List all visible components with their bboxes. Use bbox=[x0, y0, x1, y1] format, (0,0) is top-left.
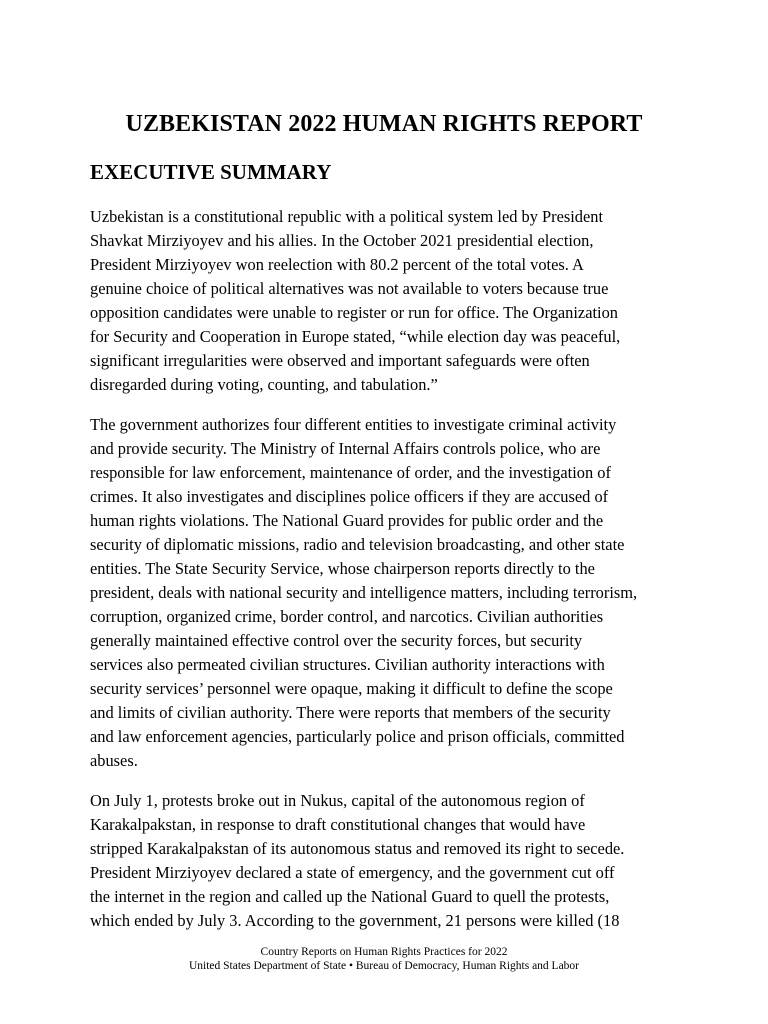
footer-line: Country Reports on Human Rights Practices for 2022 bbox=[260, 946, 508, 958]
text-line: the internet in the region and called up the National Guard to quell the protests, bbox=[90, 887, 610, 906]
text-line: human rights violations. The National Guard provides for public order and the bbox=[90, 511, 604, 530]
text-line: and law enforcement agencies, particularly police and prison officials, committed bbox=[90, 727, 625, 746]
text-line: security of diplomatic missions, radio and television broadcasting, and other state bbox=[90, 535, 625, 554]
section-heading: EXECUTIVE SUMMARY bbox=[90, 160, 332, 184]
report-title: UZBEKISTAN 2022 HUMAN RIGHTS REPORT bbox=[125, 111, 643, 137]
text-line: President Mirziyoyev declared a state of emergency, and the government cut off bbox=[90, 863, 615, 882]
text-line: opposition candidates were unable to register or run for office. The Organization bbox=[90, 303, 618, 322]
text-line: stripped Karakalpakstan of its autonomous status and removed its right to secede. bbox=[90, 839, 625, 858]
text-line: entities. The State Security Service, whose chairperson reports directly to the bbox=[90, 559, 595, 578]
text-line: and limits of civilian authority. There were reports that members of the security bbox=[90, 703, 611, 722]
text-line: for Security and Cooperation in Europe stated, “while election day was peaceful, bbox=[90, 327, 621, 346]
text-line: generally maintained effective control over the security forces, but security bbox=[90, 631, 583, 650]
text-line: President Mirziyoyev won reelection with 80.2 percent of the total votes. A bbox=[90, 255, 584, 274]
paragraph bbox=[90, 789, 690, 933]
text-line: services also permeated civilian structures. Civilian authority interactions with bbox=[90, 655, 605, 674]
body-text bbox=[90, 205, 690, 949]
text-line: and provide security. The Ministry of Internal Affairs controls police, who are bbox=[90, 439, 601, 458]
text-line: Karakalpakstan, in response to draft constitutional changes that would have bbox=[90, 815, 586, 834]
text-line: The government authorizes four different entities to investigate criminal activity bbox=[90, 415, 617, 434]
page-footer bbox=[0, 945, 768, 973]
text-line: corruption, organized crime, border control, and narcotics. Civilian authorities bbox=[90, 607, 604, 626]
text-line: Shavkat Mirziyoyev and his allies. In the October 2021 presidential election, bbox=[90, 231, 594, 250]
text-line: disregarded during voting, counting, and tabulation.” bbox=[90, 375, 438, 394]
text-line: which ended by July 3. According to the government, 21 persons were killed (18 bbox=[90, 911, 620, 930]
paragraph bbox=[90, 205, 690, 397]
text-line: security services’ personnel were opaque, making it difficult to define the scope bbox=[90, 679, 613, 698]
text-line: genuine choice of political alternatives was not available to voters because true bbox=[90, 279, 609, 298]
paragraph bbox=[90, 413, 690, 773]
text-line: president, deals with national security and intelligence matters, including terrorism, bbox=[90, 583, 638, 602]
text-line: Uzbekistan is a constitutional republic with a political system led by President bbox=[90, 207, 604, 226]
text-line: significant irregularities were observed and important safeguards were often bbox=[90, 351, 590, 370]
text-line: crimes. It also investigates and disciplines police officers if they are accused of bbox=[90, 487, 609, 506]
text-line: abuses. bbox=[90, 751, 138, 770]
text-line: On July 1, protests broke out in Nukus, capital of the autonomous region of bbox=[90, 791, 585, 810]
footer-line: United States Department of State • Bureau of Democracy, Human Rights and Labor bbox=[188, 960, 580, 972]
text-line: responsible for law enforcement, maintenance of order, and the investigation of bbox=[90, 463, 611, 482]
